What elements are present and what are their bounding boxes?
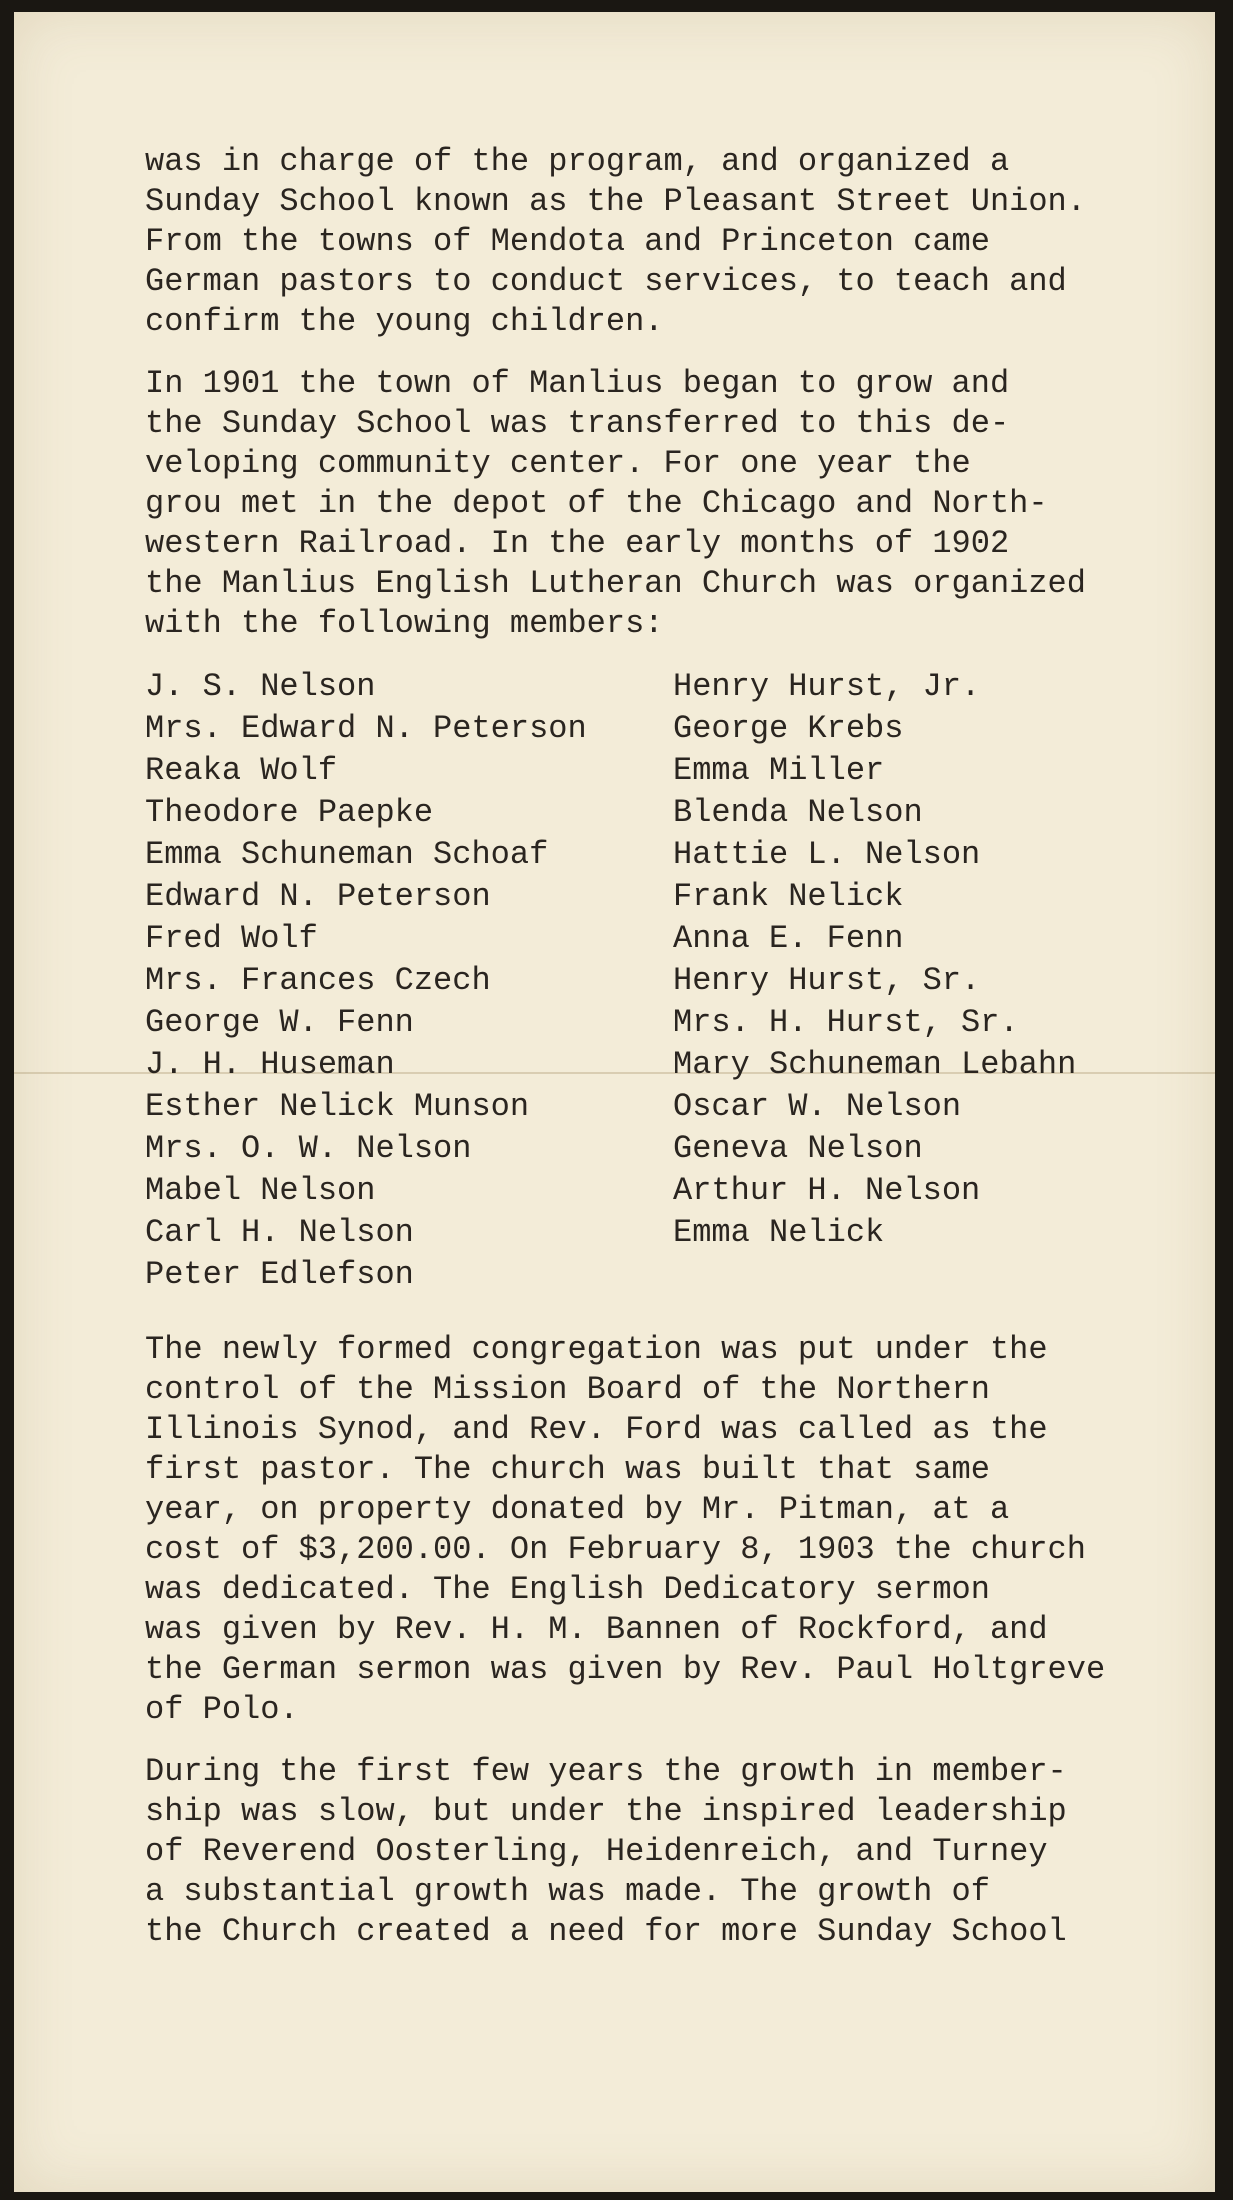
member-name: Mary Schuneman Lebahn: [673, 1046, 1077, 1083]
member-name: Esther Nelick Munson: [145, 1088, 530, 1125]
member-name: Frank Nelick: [673, 878, 904, 915]
member-name: Edward N. Peterson: [145, 878, 491, 915]
member-name: Hattie L. Nelson: [673, 836, 981, 873]
member-name: Emma Miller: [673, 752, 885, 789]
member-name: Arthur H. Nelson: [673, 1172, 981, 1209]
paragraph-church-growth: During the first few years the growth in member- ship was slow, but under the inspired leadership of Reverend Oosterling, Heidenreich, and Turney a substantial growth was made. The growth of the Church created a need for more Sunday School: [145, 1753, 1067, 1950]
member-name: Henry Hurst, Jr.: [673, 668, 981, 705]
member-name: Geneva Nelson: [673, 1130, 923, 1167]
member-list-right-column: [673, 666, 1076, 1254]
document-body: [145, 142, 1175, 1974]
member-name: Carl H. Nelson: [145, 1214, 414, 1251]
member-name: Oscar W. Nelson: [673, 1088, 962, 1125]
member-name: Mrs. H. Hurst, Sr.: [673, 1004, 1019, 1041]
member-name: Mabel Nelson: [145, 1172, 376, 1209]
member-name: J. H. Huseman: [145, 1046, 395, 1083]
member-name: Theodore Paepke: [145, 794, 434, 831]
document-page: [14, 12, 1215, 2192]
member-name: Henry Hurst, Sr.: [673, 962, 981, 999]
member-name: Mrs. O. W. Nelson: [145, 1130, 472, 1167]
member-name: George W. Fenn: [145, 1004, 414, 1041]
member-list-left-column: [145, 666, 587, 1296]
paragraph-sunday-school-origin: was in charge of the program, and organized a Sunday School known as the Pleasant Street Union. From the towns of Mendota and Princeton came German pastors to conduct services, to teach and confirm the young children.: [145, 143, 1086, 340]
member-name: J. S. Nelson: [145, 668, 376, 705]
member-name: Reaka Wolf: [145, 752, 338, 789]
member-name: Emma Schuneman Schoaf: [145, 836, 549, 873]
member-name: Anna E. Fenn: [673, 920, 904, 957]
member-name: Mrs. Edward N. Peterson: [145, 710, 587, 747]
member-name: Peter Edlefson: [145, 1256, 414, 1293]
member-name: Mrs. Frances Czech: [145, 962, 491, 999]
paragraph-church-organized: In 1901 the town of Manlius began to grow and the Sunday School was transferred to this de- veloping community center. For one year the grou met in the depot of the Chicago and North- western Railroad. In the early months of 1902 the Manlius English Lutheran Church was organized with the following members:: [145, 365, 1086, 642]
member-name: Fred Wolf: [145, 920, 318, 957]
member-name: Emma Nelick: [673, 1214, 885, 1251]
member-name: George Krebs: [673, 710, 904, 747]
member-list: [145, 666, 1175, 1306]
paragraph-congregation-formed: The newly formed congregation was put under the control of the Mission Board of the Northern Illinois Synod, and Rev. Ford was called as the first pastor. The church was built that same year, on property donated by Mr. Pitman, at a cost of $3,200.00. On February 8, 1903 the church was dedicated. The English Dedicatory sermon was given by Rev. H. M. Bannen of Rockford, and the German sermon was given by Rev. Paul Holtgreve of Polo.: [145, 1331, 1106, 1728]
member-name: Blenda Nelson: [673, 794, 923, 831]
